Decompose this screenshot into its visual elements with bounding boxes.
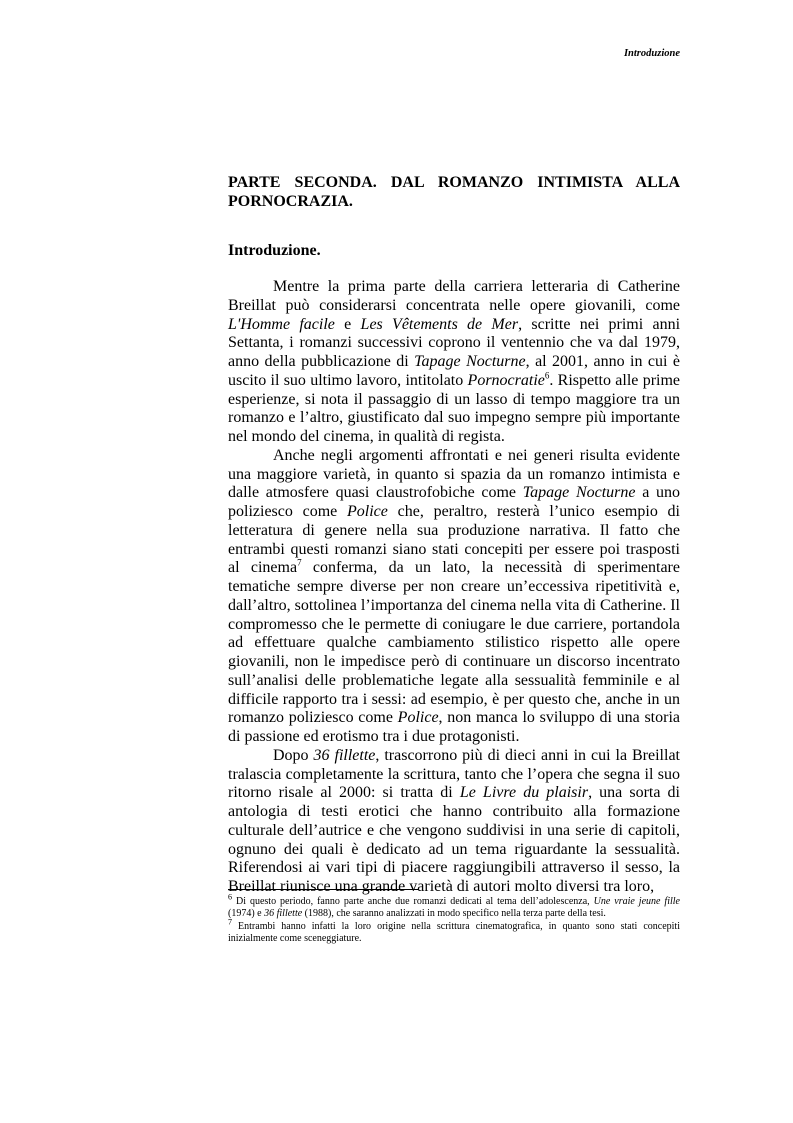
text-run: , al 2001, anno in cui è uscito il suo ultimo lavoro, intitolato: [228, 353, 680, 389]
text-run: , non manca lo sviluppo di una storia di passione ed erotismo tra i due protagonisti.: [228, 709, 681, 745]
body-text: [228, 278, 680, 897]
paragraph-1: [228, 278, 680, 447]
part-title-line-2: PORNOCRAZIA.: [228, 193, 353, 210]
section-title: Introduzione.: [228, 242, 321, 259]
text-run: che, peraltro, resterà l’unico esempio di letteratura di genere nella sua produzione narrativa. Il fatto che entrambi questi romanzi siano stati concepiti per essere poi trasposti al cinema: [228, 503, 680, 577]
footnote-number: 7: [228, 917, 232, 927]
work-title: L'Homme facile: [228, 315, 335, 333]
footnote-number: 6: [228, 892, 232, 902]
text-run: . Rispetto alle prime esperienze, si nota il passaggio di un lasso di tempo maggiore tra un romanzo e l’altro, giustificato dal suo impegno sempre più importante nel mondo del cinema, in qualità di regista.: [228, 371, 681, 445]
text-run: , trascorrono più di dieci anni in cui la Breillat tralascia completamente la scrittura, tanto che l’opera che segna il suo ritorno risale al 2000: si tratta di: [228, 746, 680, 802]
work-title: Tapage Nocturne: [522, 484, 636, 502]
footnote-7: [228, 917, 680, 945]
work-title: Police: [347, 503, 388, 520]
footnote-ref-6[interactable]: 6: [544, 370, 550, 381]
work-title: 36 fillette: [313, 746, 376, 764]
paragraph-2: [228, 447, 680, 747]
text-run: Entrambi hanno infatti la loro origine nella scrittura cinematografica, in quanto sono stati concepiti inizialmente come sceneggiature.: [228, 921, 680, 944]
work-title: 36 fillette: [264, 908, 303, 919]
text-run: Mentre la prima parte della carriera letteraria di Catherine Breillat può considerarsi concentrata nelle opere giovanili, come: [228, 278, 680, 314]
footnotes: [228, 892, 680, 946]
work-title: Tapage Nocturne: [414, 353, 526, 370]
work-title: Les Vêtements de Mer: [360, 315, 519, 333]
work-title: Police: [397, 709, 439, 727]
running-header: Introduzione: [623, 48, 680, 59]
footnote-ref-7[interactable]: 7: [297, 557, 302, 568]
text-run: Dopo: [273, 746, 314, 764]
text-run: (1974) e: [228, 908, 265, 919]
footnote-separator: [228, 889, 419, 890]
text-run: a uno poliziesco come: [228, 484, 680, 520]
work-title: Une vraie jeune fille: [593, 896, 680, 907]
text-run: conferma, da un lato, la necessità di sperimentare tematiche sempre diverse per non creare un’eccessiva ripetitività e, dall’altro, sottolinea l’importanza del cinema nella vita di Catherine. Il compromesso che le permette di coniugare le due carriere, portandola ad effettuare qualche cambiamento stilistico rispetto alle opere giovanili, non le impedisce però di continuare un discorso incentrato sull’analisi delle problematiche legate alla sessualità femminile e al difficile rapporto tra i sessi: ad esempio, è per questo che, anche in un romanzo poliziesco come: [228, 559, 680, 727]
paragraph-3: [228, 747, 680, 897]
text-run: , scritte nei primi anni Settanta, i romanzi successivi coprono il ventennio che va dal 1979, anno della pubblicazione di: [228, 315, 681, 370]
text-run: e: [334, 315, 361, 333]
work-title: Pornocratie: [467, 371, 545, 389]
work-title: Le Livre du plaisir: [459, 784, 589, 802]
text-run: Di questo periodo, fanno parte anche due romanzi dedicati al tema dell’adolescenza,: [232, 896, 594, 907]
text-run: , una sorta di antologia di testi erotici che hanno contribuito alla formazione culturale dell’autrice e che vengono suddivisi in una serie di capitoli, ognuno dei quali è dedicato ad un tema riguardante la sessualità. Riferendosi ai vari tipi di piacere raggiungibili attraverso il sesso, la Breillat riunisce una grande varietà di autori molto diversi tra loro,: [228, 784, 681, 895]
main-content: [228, 173, 680, 897]
footnote-6: [228, 892, 680, 920]
part-title: [228, 173, 680, 211]
part-title-line-1: PARTE SECONDA. DAL ROMANZO INTIMISTA ALLA: [228, 174, 680, 191]
text-run: Anche negli argomenti affrontati e nei generi risulta evidente una maggiore varietà, in quanto si spazia da un romanzo intimista e dalle atmosfere quasi claustrofobiche come: [228, 446, 680, 502]
text-run: (1988), che saranno analizzati in modo specifico nella terza parte della tesi.: [302, 908, 606, 919]
